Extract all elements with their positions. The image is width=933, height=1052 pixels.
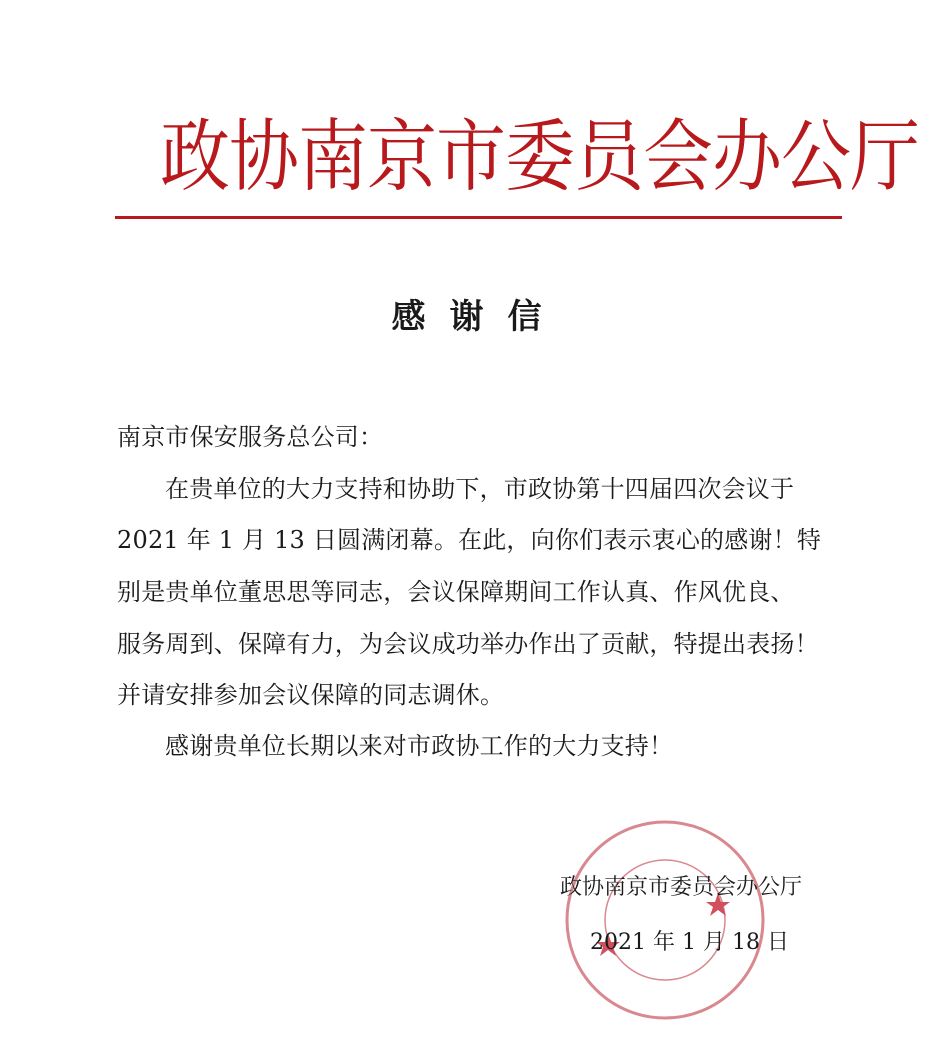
body-line: 在贵单位的大力支持和协助下，市政协第十四届四次会议于 xyxy=(165,475,795,503)
signature-org: 政协南京市委员会办公厅 xyxy=(560,875,803,900)
body-line: 别是贵单位董思思等同志，会议保障期间工作认真、作风优良、 xyxy=(117,578,795,606)
body-line: 2021 年 1 月 13 日圆满闭幕。在此，向你们表示衷心的感谢！特 xyxy=(117,526,822,554)
closing-line: 感谢贵单位长期以来对市政协工作的大力支持！ xyxy=(165,732,674,760)
official-seal xyxy=(560,815,770,1025)
salutation: 南京市保安服务总公司： xyxy=(117,423,384,451)
letterhead-divider xyxy=(115,216,842,219)
body-line: 服务周到、保障有力，为会议成功举办作出了贡献，特提出表扬！ xyxy=(117,630,819,658)
body-line: 并请安排参加会议保障的同志调休。 xyxy=(117,681,505,709)
signature-date: 2021 年 1 月 18 日 xyxy=(590,930,789,955)
letterhead-title: 政协南京市委员会办公厅 xyxy=(160,110,919,203)
document-title: 感谢信 xyxy=(391,297,566,337)
